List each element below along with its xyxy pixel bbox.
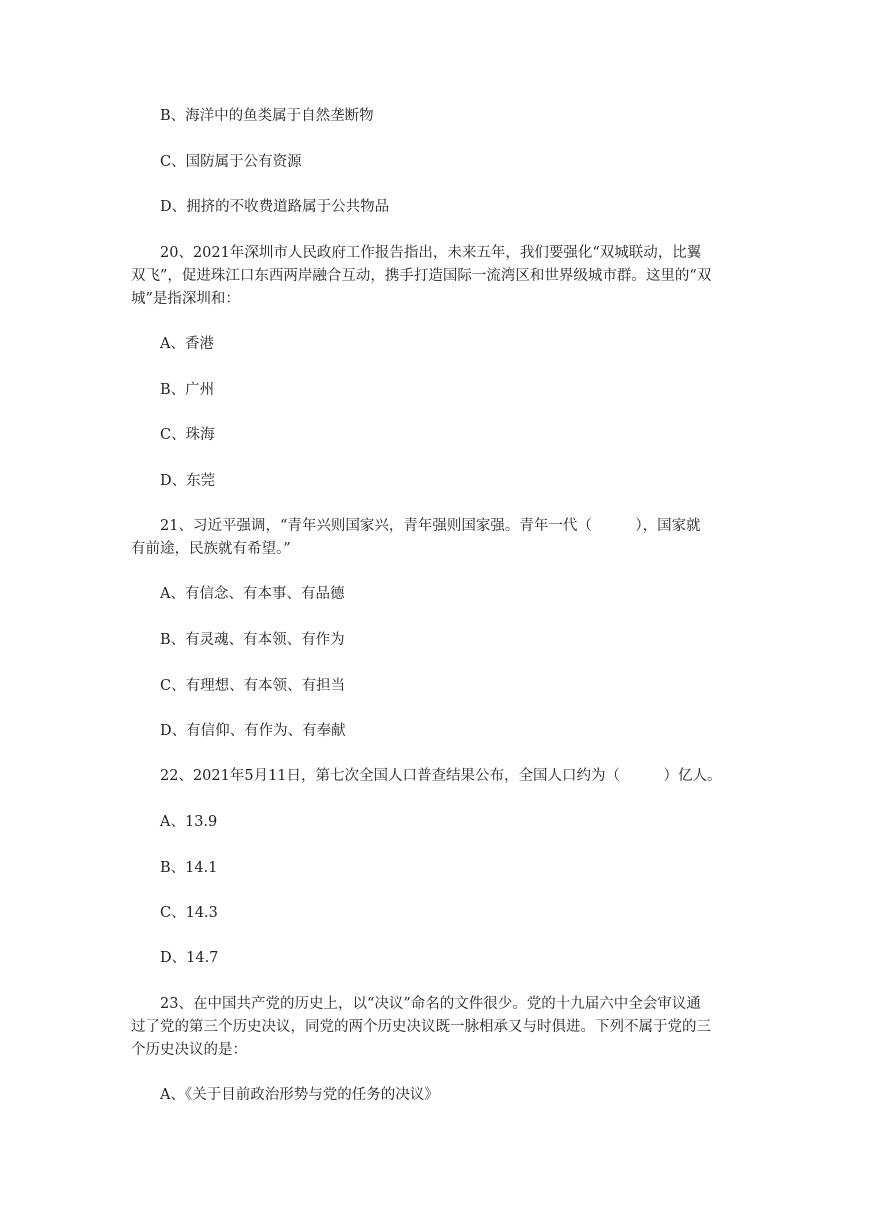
option-q20-d: D、东莞 bbox=[160, 473, 216, 489]
question-23-line-2: 过了党的第三个历史决议，同党的两个历史决议既一脉相承又与时俱进。下列不属于党的三 bbox=[131, 1019, 711, 1035]
option-q23-a: A、《关于目前政治形势与党的任务的决议》 bbox=[160, 1087, 439, 1103]
option-q21-d: D、有信仰、有作为、有奉献 bbox=[160, 723, 346, 739]
question-21-line-1: 21、习近平强调，“青年兴则国家兴，青年强则国家强。青年一代（ ），国家就 bbox=[160, 518, 701, 534]
option-q21-b: B、有灵魂、有本领、有作为 bbox=[160, 632, 345, 648]
option-q21-c: C、有理想、有本领、有担当 bbox=[160, 678, 346, 694]
option-q21-a: A、有信念、有本事、有品德 bbox=[160, 586, 345, 602]
option-q22-a: A、13.9 bbox=[160, 814, 218, 830]
question-21-line-2: 有前途，民族就有希望。” bbox=[131, 541, 291, 557]
option-q20-c: C、珠海 bbox=[160, 427, 215, 443]
option-q22-b: B、14.1 bbox=[160, 860, 218, 876]
option-q22-d: D、14.7 bbox=[160, 950, 219, 966]
question-23-line-1: 23、在中国共产党的历史上，以“决议”命名的文件很少。党的十九届六中全会审议通 bbox=[160, 996, 701, 1012]
question-22-line-1: 22、2021年5月11日，第七次全国人口普查结果公布，全国人口约为（ ）亿人。 bbox=[160, 768, 722, 784]
option-q19-c: C、国防属于公有资源 bbox=[160, 154, 302, 170]
option-q19-b: B、海洋中的鱼类属于自然垄断物 bbox=[160, 108, 374, 124]
question-20-line-1: 20、2021年深圳市人民政府工作报告指出，未来五年，我们要强化“双城联动，比翼 bbox=[160, 245, 702, 261]
option-q19-d: D、拥挤的不收费道路属于公共物品 bbox=[160, 199, 390, 215]
question-20-line-2: 双飞”，促进珠江口东西两岸融合互动，携手打造国际一流湾区和世界级城市群。这里的“双 bbox=[131, 268, 712, 284]
option-q20-b: B、广州 bbox=[160, 382, 215, 398]
question-23-line-3: 个历史决议的是： bbox=[131, 1042, 247, 1058]
question-20-line-3: 城”是指深圳和： bbox=[131, 291, 240, 307]
option-q22-c: C、14.3 bbox=[160, 905, 218, 921]
option-q20-a: A、香港 bbox=[160, 336, 214, 352]
